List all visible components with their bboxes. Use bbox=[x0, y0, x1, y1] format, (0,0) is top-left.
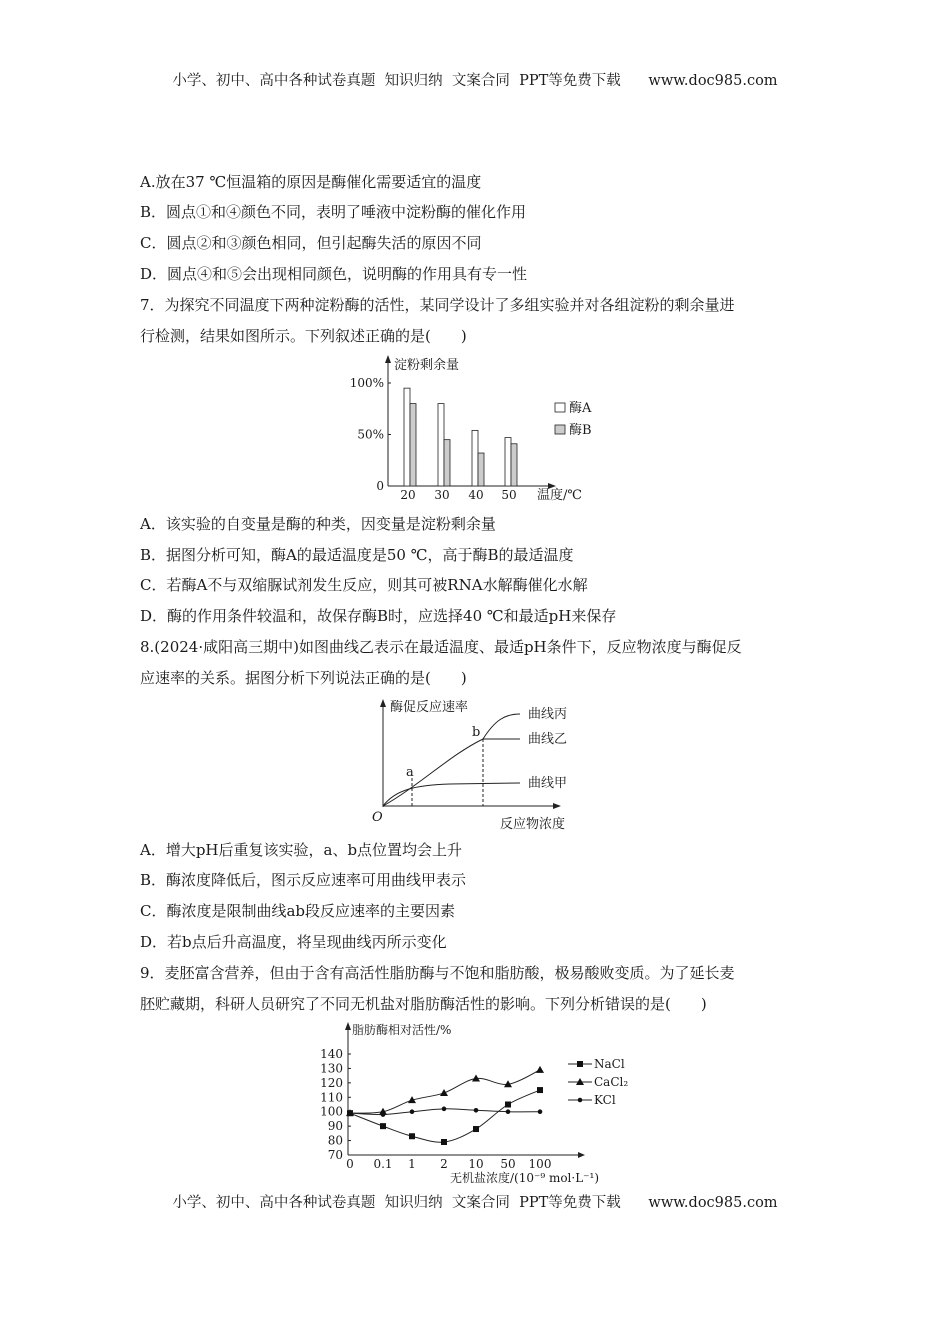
square-marker bbox=[441, 1139, 447, 1145]
legend-swatch bbox=[555, 403, 565, 412]
bar-b bbox=[478, 453, 484, 486]
enzyme-rate-diagram bbox=[350, 695, 590, 835]
page-header: 小学、初中、高中各种试卷真题 知识归纳 文案合同 PPT等免费下载 www.doc985.com bbox=[172, 73, 778, 89]
square-marker bbox=[537, 1087, 543, 1093]
q8-stem-line1: 8.(2024·咸阳高三期中)如图曲线乙表示在最适温度、最适pH条件下，反应物浓度与酶促反 bbox=[140, 638, 742, 656]
y-tick-label: 80 bbox=[327, 1133, 343, 1148]
y-tick-label: 100 bbox=[320, 1104, 343, 1119]
y-axis-label: 淀粉剩余量 bbox=[394, 358, 460, 373]
legend-label: KCl bbox=[594, 1093, 616, 1107]
q7-option-a: A．该实验的自变量是酶的种类，因变量是淀粉剩余量 bbox=[140, 515, 496, 533]
q7-option-d: D．酶的作用条件较温和，故保存酶B时，应选择40 ℃和最适pH来保存 bbox=[140, 607, 617, 625]
y-tick-label: 0 bbox=[376, 479, 384, 493]
y-tick-label: 50% bbox=[357, 427, 384, 442]
q9-stem-line1: 9．麦胚富含营养，但由于含有高活性脂肪酶与不饱和脂肪酸，极易酸败变质。为了延长麦 bbox=[140, 964, 735, 982]
x-tick-label: 50 bbox=[500, 1157, 516, 1171]
legend-label: 酶B bbox=[569, 423, 592, 438]
curve-yi-label: 曲线乙 bbox=[528, 732, 568, 747]
x-tick-label: 0.1 bbox=[373, 1157, 393, 1171]
curve-jia bbox=[383, 783, 520, 806]
triangle-marker bbox=[536, 1066, 544, 1073]
circle-marker bbox=[538, 1109, 543, 1114]
point-b-label: b bbox=[472, 725, 481, 740]
x-tick-label: 2 bbox=[440, 1157, 448, 1171]
q8-stem-line2: 应速率的关系。据图分析下列说法正确的是( ) bbox=[140, 669, 467, 687]
curve-jia-label: 曲线甲 bbox=[528, 776, 568, 791]
y-tick-label: 110 bbox=[320, 1090, 343, 1105]
bar-b bbox=[410, 404, 416, 486]
x-tick-label: 20 bbox=[400, 488, 416, 502]
y-tick-label: 130 bbox=[320, 1061, 343, 1076]
bar-a bbox=[472, 430, 478, 486]
q8-option-a: A．增大pH后重复该实验，a、b点位置均会上升 bbox=[140, 841, 463, 859]
x-axis-label: 无机盐浓度/(10⁻⁹ mol·L⁻¹) bbox=[450, 1171, 600, 1185]
x-tick-label: 0 bbox=[346, 1157, 354, 1171]
q8-option-c: C．酶浓度是限制曲线ab段反应速率的主要因素 bbox=[140, 902, 456, 920]
circle-marker bbox=[578, 1098, 583, 1103]
curve-yi bbox=[383, 739, 520, 806]
y-axis-arrow bbox=[385, 355, 391, 363]
x-tick-label: 50 bbox=[501, 488, 517, 502]
q8-option-d: D．若b点后升高温度，将呈现曲线丙所示变化 bbox=[140, 933, 447, 951]
y-tick-label: 70 bbox=[327, 1148, 343, 1162]
circle-marker bbox=[442, 1107, 447, 1112]
square-marker bbox=[577, 1061, 583, 1067]
q7-option-b: B．据图分析可知，酶A的最适温度是50 ℃，高于酶B的最适温度 bbox=[140, 546, 574, 564]
q6-option-d: D．圆点④和⑤会出现相同颜色，说明酶的作用具有专一性 bbox=[140, 265, 528, 283]
x-axis-label: 温度/℃ bbox=[537, 488, 582, 503]
origin-label: O bbox=[372, 810, 383, 825]
curve-bing bbox=[483, 714, 520, 739]
y-axis-arrow bbox=[345, 1022, 351, 1030]
y-tick-label: 140 bbox=[320, 1047, 343, 1061]
point-a-label: a bbox=[406, 765, 414, 780]
x-axis-arrow bbox=[578, 1152, 585, 1158]
q8-option-b: B．酶浓度降低后，图示反应速率可用曲线甲表示 bbox=[140, 871, 467, 889]
legend-label: NaCl bbox=[594, 1057, 625, 1071]
x-tick-label: 40 bbox=[468, 488, 484, 502]
q7-stem-line1: 7．为探究不同温度下两种淀粉酶的活性，某同学设计了多组实验并对各组淀粉的剩余量进 bbox=[140, 296, 735, 314]
q7-stem-line2: 行检测，结果如图所示。下列叙述正确的是( ) bbox=[140, 327, 467, 345]
x-axis-label: 反应物浓度 bbox=[500, 817, 566, 832]
bar-a bbox=[505, 438, 511, 486]
circle-marker bbox=[506, 1109, 511, 1114]
bar-b bbox=[511, 444, 517, 486]
q6-option-c: C．圆点②和③颜色相同，但引起酶失活的原因不同 bbox=[140, 234, 482, 252]
square-marker bbox=[409, 1133, 415, 1139]
legend-label: 酶A bbox=[569, 401, 592, 416]
q7-option-c: C．若酶A不与双缩脲试剂发生反应，则其可被RNA水解酶催化水解 bbox=[140, 576, 588, 594]
x-tick-label: 10 bbox=[468, 1157, 484, 1171]
y-tick-label: 100% bbox=[349, 376, 384, 390]
y-axis-label: 脂肪酶相对活性/% bbox=[352, 1023, 452, 1037]
y-tick-label: 120 bbox=[320, 1075, 343, 1090]
bar-b bbox=[444, 440, 450, 486]
series-line-NaCl bbox=[350, 1090, 540, 1142]
circle-marker bbox=[381, 1112, 386, 1117]
x-tick-label: 1 bbox=[408, 1157, 416, 1171]
page-footer: 小学、初中、高中各种试卷真题 知识归纳 文案合同 PPT等免费下载 www.doc985.com bbox=[172, 1195, 778, 1211]
q9-stem-line2: 胚贮藏期，科研人员研究了不同无机盐对脂肪酶活性的影响。下列分析错误的是( ) bbox=[140, 995, 707, 1013]
legend-swatch bbox=[555, 425, 565, 434]
starch-bar-chart bbox=[345, 355, 620, 505]
curve-bing-label: 曲线丙 bbox=[528, 707, 568, 722]
circle-marker bbox=[474, 1108, 479, 1113]
square-marker bbox=[505, 1102, 511, 1108]
bar-a bbox=[404, 388, 410, 486]
square-marker bbox=[473, 1126, 479, 1132]
x-axis-arrow bbox=[553, 803, 561, 809]
square-marker bbox=[380, 1123, 386, 1129]
circle-marker bbox=[410, 1109, 415, 1114]
y-tick-label: 90 bbox=[327, 1119, 343, 1134]
q6-option-b: B．圆点①和④颜色不同，表明了唾液中淀粉酶的催化作用 bbox=[140, 203, 527, 221]
y-axis-arrow bbox=[380, 699, 386, 707]
bar-a bbox=[438, 404, 444, 486]
legend-label: CaCl₂ bbox=[594, 1075, 629, 1089]
circle-marker bbox=[348, 1111, 353, 1116]
x-tick-label: 100 bbox=[528, 1157, 552, 1171]
y-axis-label: 酶促反应速率 bbox=[390, 700, 469, 715]
lipase-line-chart bbox=[300, 1020, 660, 1190]
x-tick-label: 30 bbox=[434, 488, 450, 502]
q6-option-a: A.放在37 ℃恒温箱的原因是酶催化需要适宜的温度 bbox=[140, 173, 482, 191]
triangle-marker bbox=[440, 1089, 448, 1096]
